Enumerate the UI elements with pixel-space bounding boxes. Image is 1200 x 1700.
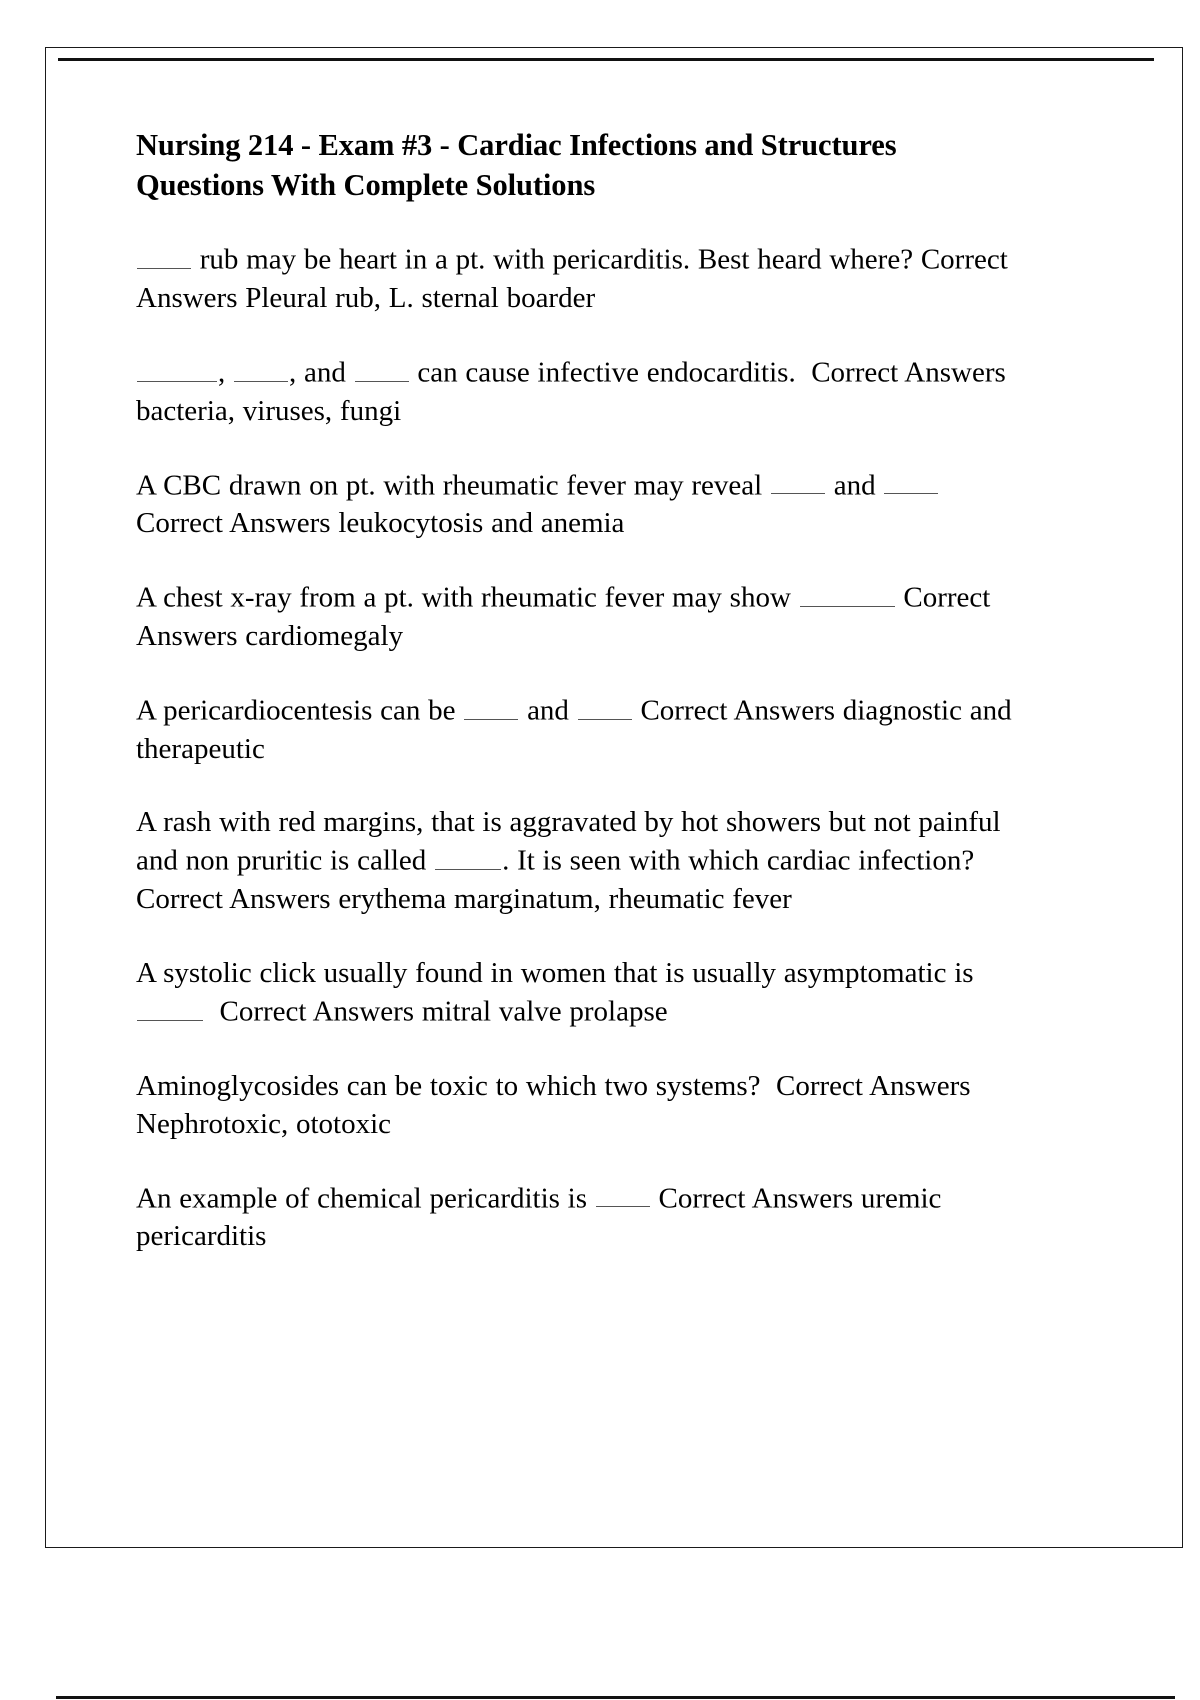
qa-item: A systolic click usually found in women that is usually asymptomatic is Correct Answers mitral valve prolapse [136,957,974,1028]
answer-marker: Correct Answers [136,883,331,916]
qa-item [136,1068,1026,1144]
answer-text: mitral valve prolapse [414,995,668,1028]
blank-underline [464,692,518,720]
answer-marker: Correct Answers [775,1069,971,1102]
page-title-line-2: Questions With Complete Solutions [136,167,596,202]
answer-marker: Correct Answers [136,581,991,652]
page-footer-rule [56,1696,1175,1699]
answer-marker: Correct Answers [658,1182,854,1215]
blank-underline [137,241,191,269]
blank-underline [137,354,217,382]
document-page [45,47,1183,1548]
answer-marker: Correct Answers [219,995,415,1028]
answer-marker: Correct Answers [640,694,836,727]
answer-text: Nephrotoxic, ototoxic [136,1107,392,1140]
answer-text: erythema marginatum, rheumatic fever [330,883,792,916]
blank-underline [596,1180,650,1208]
qa-item: A chest x-ray from a pt. with rheumatic fever may show Correct Answers cardiomegaly [136,579,1026,656]
page-title-line-1: Nursing 214 - Exam #3 - Cardiac Infections and Structures [136,128,897,162]
answer-text: diagnostic and therapeutic [136,694,1012,765]
page-top-rule [58,58,1154,61]
answer-text: leukocytosis and anemia [330,507,625,540]
answer-marker: Correct Answers [136,243,1008,314]
answer-marker: Correct Answers [136,507,331,540]
answer-marker: Correct Answers [811,356,1006,389]
document-content [136,126,1096,1256]
qa-item: An example of chemical pericarditis is Correct Answers uremic pericarditis [136,1180,1026,1257]
blank-underline [435,842,501,870]
qa-list [136,241,1096,1256]
answer-text: uremic pericarditis [136,1182,942,1253]
question-text: Aminoglycosides can be toxic to which two systems? [136,1069,769,1102]
qa-item: A CBC drawn on pt. with rheumatic fever may reveal and Correct Answers leukocytosis and anemia [136,467,1026,544]
answer-text: cardiomegaly [237,619,404,652]
answer-text: Pleural rub, L. sternal boarder [237,281,596,314]
blank-underline [355,354,409,382]
blank-underline [234,354,288,382]
question-text: rub may be heart in a pt. with pericarditis. Best heard where? [192,243,921,276]
qa-item: , , and can cause infective endocarditis. Correct Answers bacteria, viruses, fungi [136,354,1026,431]
qa-item: A pericardiocentesis can be and Correct Answers diagnostic and therapeutic [136,692,1026,769]
blank-underline [578,692,632,720]
qa-item: A rash with red margins, that is aggravated by hot showers but not painful and non pruritic is called . It is seen with which cardiac infection? Correct Answers erythema marginatum, rheumatic fever [136,806,1001,916]
blank-underline [800,579,895,607]
blank-underline [884,467,938,495]
page-title [136,126,1016,205]
answer-text: bacteria, viruses, fungi [136,394,402,427]
blank-underline [771,467,825,495]
qa-item [136,241,1026,318]
blank-underline [137,993,203,1021]
